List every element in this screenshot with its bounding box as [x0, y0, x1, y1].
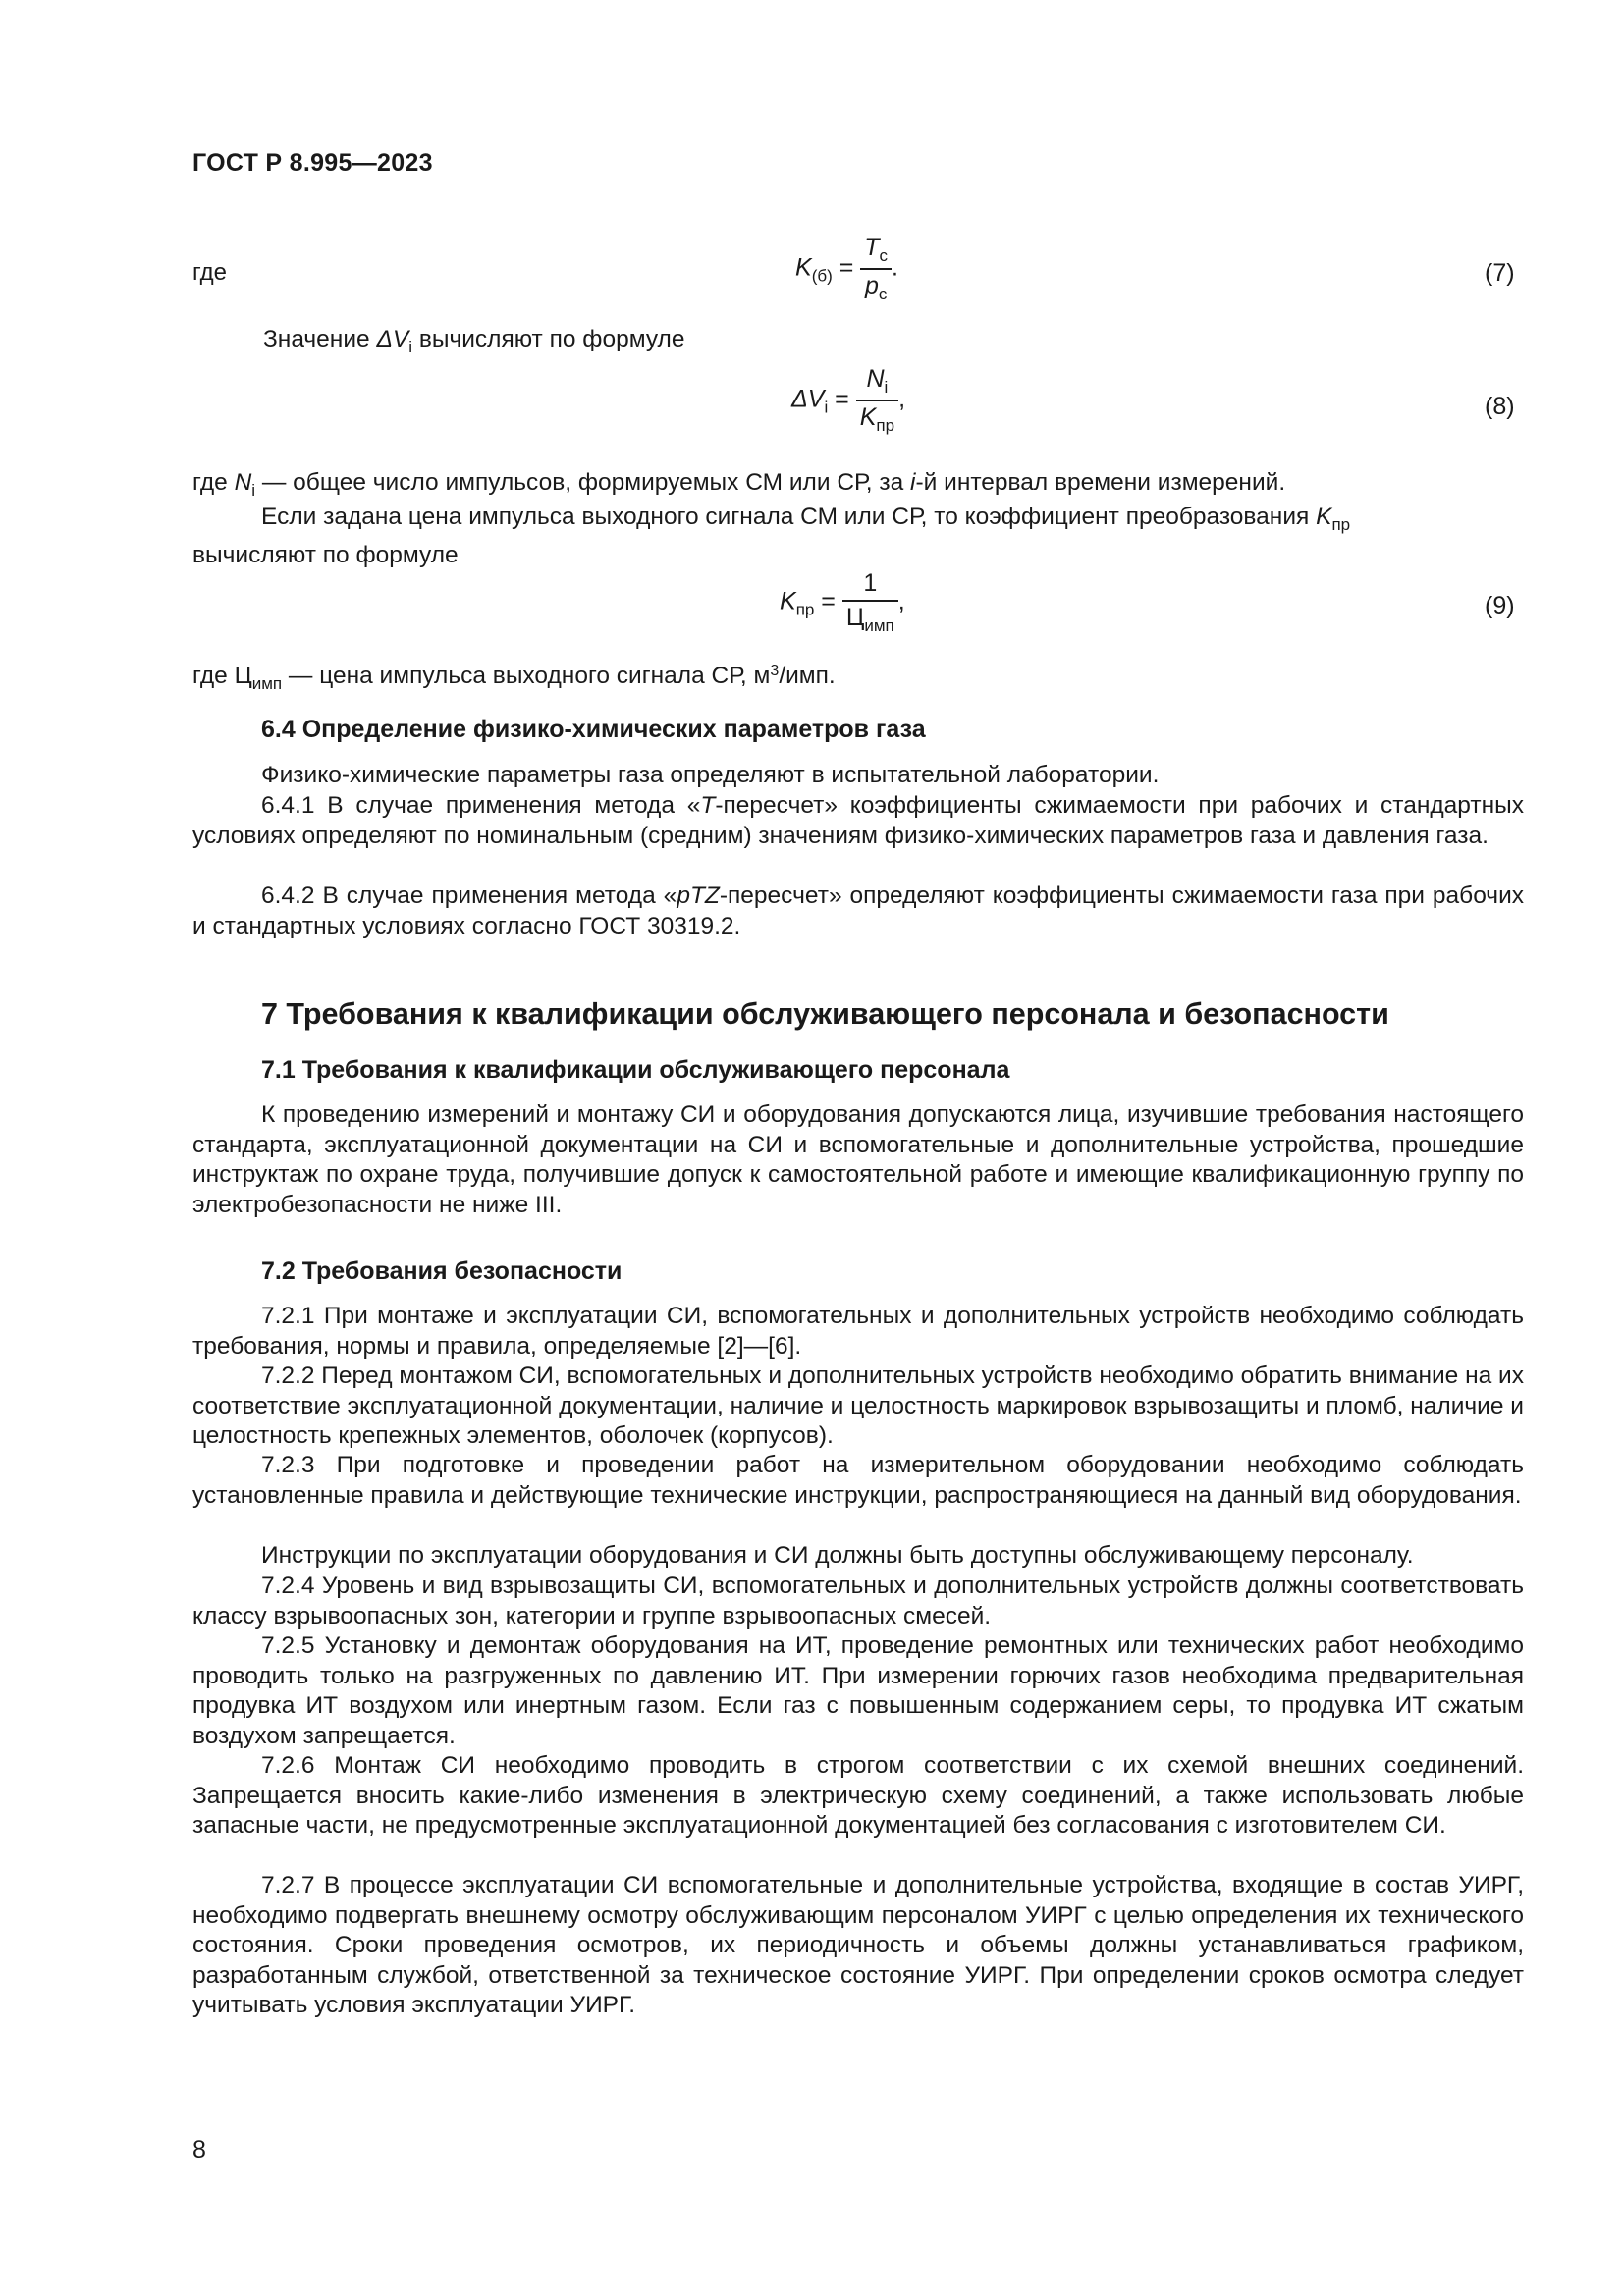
where-label: где — [192, 259, 228, 286]
section-7-2-4-paragraph: 7.2.4 Уровень и вид взрывозащиты СИ, вспомогательных и дополнительных устройств должны соответствовать классу взрывоопасных зон, категории и группе взрывоопасных смесей. — [192, 1573, 1524, 1629]
formula-7: $K_{(б)}$ = $\frac{T_с}{p_с}$ . — [795, 234, 898, 303]
formula-8: $\Delta V_i$ = $\frac{N_i}{K_{пр}}$ , — [791, 365, 906, 435]
formula-9-intro: Если задана цена импульса выходного сигнала СМ или СР, то коэффициент преобразования $K_{пр}$ вычисляют по формуле — [192, 504, 1351, 568]
section-7-1-paragraph: К проведению измерений и монтажу СИ и оборудования допускаются лица, изучившие требования настоящего стандарта, эксплуатационной документации на СИ и вспомогательные и дополнительные устройства, прошедшие инструктаж по охране труда, получившие допуск к самостоятельной работе и имеющие квалификационную группу по электробезопасности не ниже III. — [192, 1101, 1524, 1218]
where-ni-definition: где $N_i$ — общее число импульсов, формируемых СМ или СР, за i-й интервал времени измерений. — [192, 469, 1286, 500]
page-number: 8 — [192, 2136, 206, 2163]
section-7-1-heading: 7.1 Требования к квалификации обслуживающего персонала — [261, 1056, 1010, 1084]
section-6-4-heading: 6.4 Определение физико-химических параметров газа — [261, 716, 926, 743]
formula-8-intro: Значение $\Delta V_i$ вычисляют по формуле — [263, 326, 685, 356]
equation-number-8: (8) — [1485, 393, 1515, 420]
section-7-2-3-note: Инструкции по эксплуатации оборудования и СИ должны быть доступны обслуживающему персоналу. — [261, 1542, 1414, 1569]
section-7-heading: 7 Требования к квалификации обслуживающего персонала и безопасности — [261, 997, 1389, 1031]
section-7-2-7-paragraph: 7.2.7 В процессе эксплуатации СИ вспомогательные и дополнительные устройства, входящие в состав УИРГ, необходимо подвергать внешнему осмотру обслуживающим персоналом УИРГ с целью определения их технического состояния. Сроки проведения осмотров, их периодичность и объемы должны устанавливаться графиком, разработанным службой, ответственной за техническое состояние УИРГ. При определении сроков осмотра следует учитывать условия эксплуатации УИРГ. — [192, 1872, 1524, 2018]
equation-number-7: (7) — [1485, 259, 1515, 287]
section-7-2-6-paragraph: 7.2.6 Монтаж СИ необходимо проводить в строгом соответствии с их схемой внешних соединений. Запрещается вносить какие-либо изменения в электрическую схему соединений, а также использовать любые запасные части, не предусмотренные эксплуатационной документацией без согласования с изготовителем СИ. — [192, 1752, 1524, 1839]
equation-number-9: (9) — [1485, 592, 1515, 619]
where-c-definition: где $Ц_{имп}$ — цена импульса выходного сигнала СР, $м^3$/имп. — [192, 663, 836, 693]
section-6-4-paragraph: Физико-химические параметры газа определяют в испытательной лаборатории. — [261, 762, 1160, 788]
section-7-2-1-paragraph: 7.2.1 При монтаже и эксплуатации СИ, вспомогательных и дополнительных устройств необходимо соблюдать требования, нормы и правила, определяемые [2]—[6]. — [192, 1303, 1524, 1360]
section-6-4-1-paragraph: 6.4.1 В случае применения метода «T-пересчет» коэффициенты сжимаемости при рабочих и стандартных условиях определяют по номинальным (средним) значениям физико-химических параметров газа и давления газа. — [192, 792, 1524, 849]
formula-9: $K_{пр}$ = $\frac{1}{Ц_{имп}}$ , — [780, 569, 905, 635]
section-7-2-5-paragraph: 7.2.5 Установку и демонтаж оборудования на ИТ, проведение ремонтных или технических работ необходимо проводить только на разгруженных по давлению ИТ. При измерении горючих газов необходима предварительная продувка ИТ воздухом или инертным газом. Если газ с повышенным содержанием серы, то продувка ИТ сжатым воздухом запрещается. — [192, 1632, 1524, 1749]
section-7-2-2-paragraph: 7.2.2 Перед монтажом СИ, вспомогательных и дополнительных устройств необходимо обратить внимание на их соответствие эксплуатационной документации, наличие и целостность маркировок взрывозащиты и пломб, наличие и целостность крепежных элементов, оболочек (корпусов). — [192, 1362, 1524, 1449]
document-code-header: ГОСТ Р 8.995—2023 — [192, 149, 433, 177]
section-7-2-heading: 7.2 Требования безопасности — [261, 1257, 623, 1285]
section-7-2-3-paragraph: 7.2.3 При подготовке и проведении работ на измерительном оборудовании необходимо соблюдать установленные правила и действующие технические инструкции, распространяющиеся на данный вид оборудования. — [192, 1452, 1524, 1509]
section-6-4-2-paragraph: 6.4.2 В случае применения метода «pTZ-пересчет» определяют коэффициенты сжимаемости газа при рабочих и стандартных условиях согласно ГОСТ 30319.2. — [192, 882, 1524, 939]
